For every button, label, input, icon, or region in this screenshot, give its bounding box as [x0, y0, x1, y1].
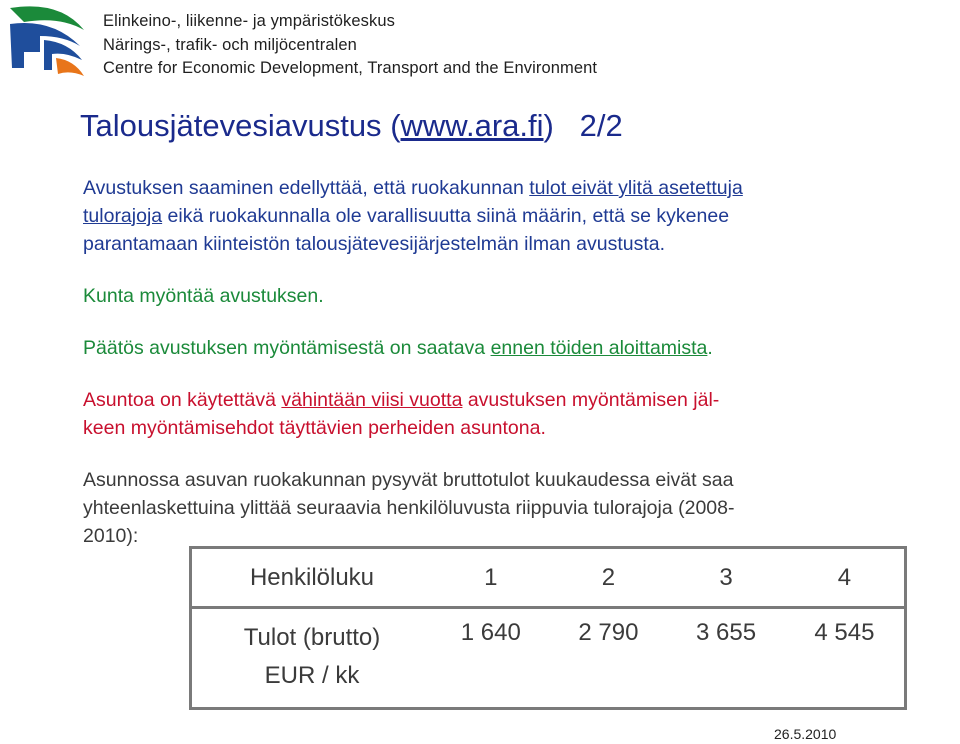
paragraph-municipality-grants: Kunta myöntää avustuksen. — [83, 285, 324, 307]
income-limits-table — [189, 546, 907, 710]
paragraph-income-requirement: Avustuksen saaminen edellyttää, että ruokakunnan tulot eivät ylitä asetettuja tulorajoja eikä ruokakunnalla ole varallisuutta siinä määrin, että se kykenee parantamaan kiinteistön talousjätevesijärjestelmän ilman avustusta. — [83, 177, 743, 255]
table-cell-persons-4: 4 — [785, 548, 906, 608]
table-cell-income-3: 3 655 — [696, 619, 757, 646]
underlined-income-limits: tulorajoja — [83, 205, 163, 227]
org-name-en: Centre for Economic Development, Transport and the Environment — [103, 59, 598, 77]
table-header-persons: Henkilöluku — [191, 548, 433, 608]
table-cell-persons-3: 3 — [667, 548, 785, 608]
table-row — [191, 548, 906, 608]
underlined-income-limit: tulot eivät ylitä asetettuja — [529, 177, 743, 199]
footer-date: 26.5.2010 — [774, 726, 837, 742]
page-number: 2/2 — [579, 108, 623, 143]
table-cell-persons-2: 2 — [550, 548, 668, 608]
org-name-sv: Närings-, trafik- och miljöcentralen — [103, 36, 357, 54]
underlined-five-years: vähintään viisi vuotta — [281, 389, 463, 411]
table-cell-income-4: 4 545 — [814, 619, 875, 646]
table-cell-persons-1: 1 — [432, 548, 550, 608]
table-header-income: Tulot (brutto) EUR / kk — [243, 624, 381, 689]
table-cell-income-1: 1 640 — [460, 619, 521, 646]
ara-link[interactable]: www.ara.fi — [400, 108, 544, 143]
paragraph-decision-timing: Päätös avustuksen myöntämisestä on saatava ennen töiden aloittamista. — [83, 337, 713, 359]
paragraph-income-limits-intro: Asunnossa asuvan ruokakunnan pysyvät bruttotulot kuukaudessa eivät saa yhteenlaskettuina ylittää seuraavia henkilöluvusta riippuvia tulorajoja (2008- 2010): — [83, 469, 735, 547]
title-main: Talousjätevesiavustus — [80, 108, 382, 143]
paragraph-residence-requirement: Asuntoa on käytettävä vähintään viisi vuotta avustuksen myöntämisen jäl- keen myöntämisehdot täyttävien perheiden asuntona. — [83, 389, 720, 439]
ely-logo-icon — [4, 0, 90, 86]
org-name-fi: Elinkeino-, liikenne- ja ympäristökeskus — [103, 12, 395, 30]
table-cell-income-2: 2 790 — [578, 619, 639, 646]
table-row — [191, 608, 906, 709]
underlined-before-work: ennen töiden aloittamista — [490, 337, 708, 359]
page-title: Talousjätevesiavustus (www.ara.fi) 2/2 — [80, 108, 623, 143]
